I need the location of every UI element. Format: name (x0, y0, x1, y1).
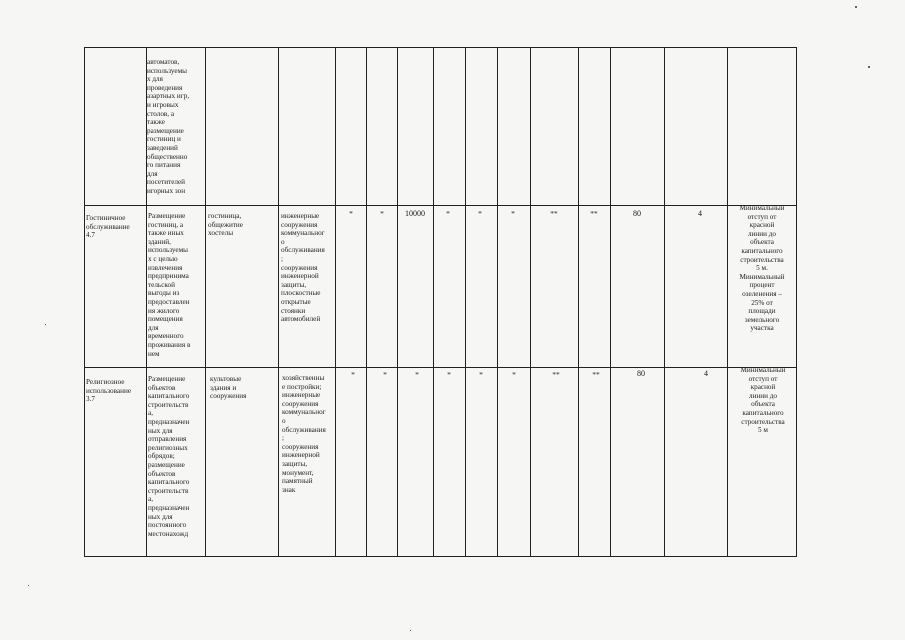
col-line (796, 47, 797, 556)
col-line (465, 47, 466, 556)
row1-mark: ** (590, 209, 598, 218)
row1-build-percent: 80 (633, 209, 641, 218)
row1-mark: * (446, 209, 450, 218)
col-line (578, 47, 579, 556)
row2-auxiliary: хозяйственны е постройки; инженерные сооружения коммунальног о обслуживания ; сооружения инженерной защиты, монумент, памятный знак (282, 374, 326, 494)
row1-use-name: Гостиничное обслуживание 4.7 (86, 214, 130, 240)
scan-speck (410, 630, 411, 631)
col-line (727, 47, 728, 556)
row2-examples: культовые здания и сооружения (210, 375, 247, 401)
row2-use-name: Религиозное использование 3.7 (86, 378, 132, 404)
row2-mark: * (512, 370, 516, 379)
row1-mark: * (380, 209, 384, 218)
row1-mark: ** (550, 209, 558, 218)
row1-notes: Минимальный отступ от красной линии до объекта капитального строительства 5 м. Минимальный процент озеленения – 25% от площади земельного участка (739, 204, 785, 333)
row1-mark: * (511, 209, 515, 218)
scan-speck (45, 324, 46, 325)
col-line (278, 47, 279, 556)
row2-mark: ** (552, 370, 560, 379)
row2-max-floors: 4 (704, 369, 708, 378)
row0-description: автоматов, используемы х для проведения азартных игр, и игровых столов, а также размещение гостиниц и заведений общественно го питания для посетителей игорных зон (147, 58, 190, 195)
row1-mark: * (478, 209, 482, 218)
row-divider-1 (84, 205, 797, 206)
col-line (84, 47, 85, 556)
row1-mark: * (349, 209, 353, 218)
col-line (610, 47, 611, 556)
col-line (530, 47, 531, 556)
col-line (366, 47, 367, 556)
row1-examples: гостиница, общежитие хостелы (208, 212, 243, 238)
row2-mark: * (415, 370, 419, 379)
row2-mark: * (479, 370, 483, 379)
col-line (397, 47, 398, 556)
row1-max-floors: 4 (698, 209, 702, 218)
row1-auxiliary: инженерные сооружения коммунальног о обслуживания ; сооружения инженерной защиты, плоскостные открытые стоянки автомобилей (281, 212, 325, 324)
row2-mark: * (383, 370, 387, 379)
row2-mark: ** (592, 370, 600, 379)
scan-speck (28, 585, 29, 586)
row2-description: Размещение объектов капитального строительств а, предназначен ных для отправления религиозных обрядов; размещение объектов капитального строительств а, предназначен ных для постоянного местонахожд (148, 375, 190, 538)
col-line (433, 47, 434, 556)
scan-speck (868, 66, 870, 68)
row2-mark: * (351, 370, 355, 379)
col-line (664, 47, 665, 556)
row2-mark: * (447, 370, 451, 379)
row2-build-percent: 80 (637, 369, 645, 378)
table-top-border (84, 47, 797, 48)
col-line (205, 47, 206, 556)
row1-description: Размещение гостиниц, а также иных зданий, используемы х с целью извлечения предпринима тельской выгоды из предоставлен ия жилого помещения для временного проживания в нем (148, 212, 191, 358)
table-bottom-border (84, 556, 797, 557)
scan-speck (855, 6, 857, 8)
row1-area-value: 10000 (405, 209, 425, 218)
row2-notes: Минимальный отступ от красной линии до объекта капитального строительства 5 м (740, 366, 786, 435)
row-divider-2 (84, 367, 797, 368)
col-line (497, 47, 498, 556)
